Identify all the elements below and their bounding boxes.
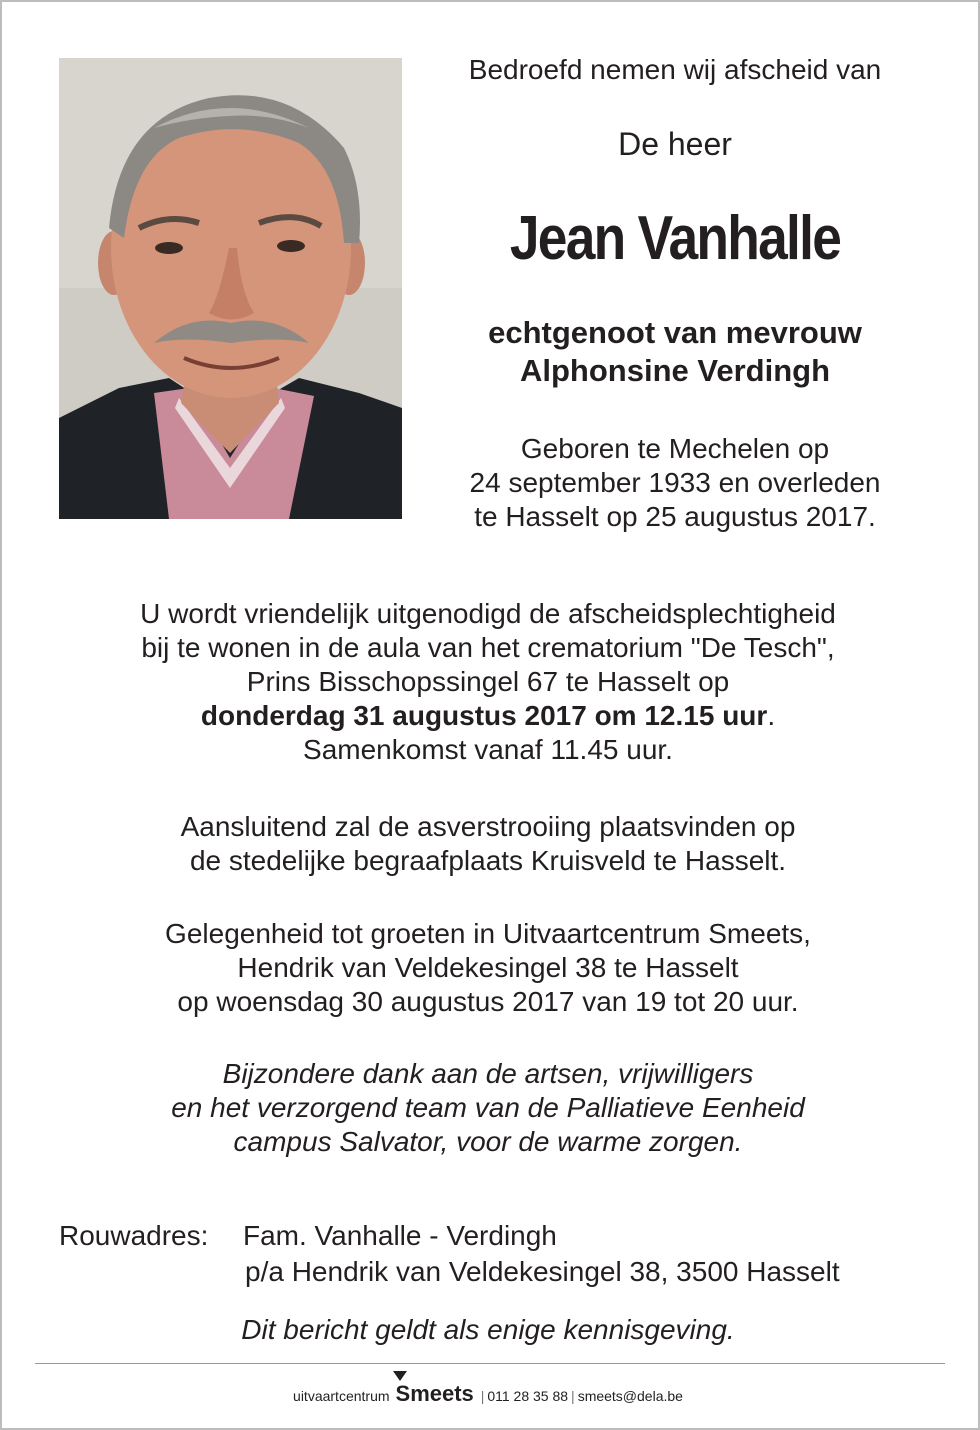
notice-text: Dit bericht geldt als enige kennisgeving. bbox=[241, 1314, 735, 1345]
ceremony-line: U wordt vriendelijk uitgenodigd de afscheidsplechtigheid bbox=[140, 598, 836, 629]
ashes-scattering bbox=[0, 810, 976, 878]
portrait-illustration bbox=[59, 58, 402, 519]
title-text: De heer bbox=[618, 126, 732, 162]
thanks-line: campus Salvator, voor de warme zorgen. bbox=[233, 1126, 743, 1157]
ceremony-line: bij te wonen in de aula van het crematorium "De Tesch", bbox=[141, 632, 835, 663]
ceremony-date bbox=[0, 699, 976, 733]
ashes-line: de stedelijke begraafplaats Kruisveld te Hasselt. bbox=[189, 845, 787, 876]
address-line: p/a Hendrik van Veldekesingel 38, 3500 Hasselt bbox=[245, 1256, 840, 1287]
ceremony-date-suffix: . bbox=[767, 700, 776, 731]
intro-text: Bedroefd nemen wij afscheid van bbox=[468, 54, 882, 85]
thanks-line: Bijzondere dank aan de artsen, vrijwilligers bbox=[222, 1058, 754, 1089]
footer-prefix: uitvaartcentrum bbox=[293, 1388, 390, 1404]
portrait-photo bbox=[59, 58, 402, 519]
dates-block bbox=[420, 432, 930, 534]
ceremony-line: Samenkomst vanaf 11.45 uur. bbox=[303, 734, 673, 765]
footer bbox=[0, 1381, 976, 1409]
footer-phone: 011 28 35 88 bbox=[487, 1388, 569, 1404]
mourning-address bbox=[59, 1218, 840, 1290]
ceremony-line: Prins Bisschopssingel 67 te Hasselt op bbox=[246, 666, 730, 697]
footer-separator: | bbox=[480, 1388, 485, 1404]
footer-email[interactable]: smeets@dela.be bbox=[577, 1388, 683, 1404]
footer-brand: Smeets bbox=[395, 1381, 474, 1406]
divider-marker-icon bbox=[393, 1371, 407, 1381]
thanks-line: en het verzorgend team van de Palliatieve Eenheid bbox=[171, 1092, 805, 1123]
address-line: Fam. Vanhalle - Verdingh bbox=[243, 1220, 557, 1251]
thanks-note bbox=[0, 1057, 976, 1159]
address-label: Rouwadres: bbox=[59, 1220, 209, 1251]
footer-separator: | bbox=[571, 1388, 575, 1404]
ashes-line: Aansluitend zal de asverstrooiing plaatsvinden op bbox=[180, 811, 796, 842]
visitation-line: op woensdag 30 augustus 2017 van 19 tot 20 uur. bbox=[177, 986, 799, 1017]
dates-line: te Hasselt op 25 augustus 2017. bbox=[474, 501, 876, 532]
ceremony-invitation bbox=[0, 597, 976, 767]
visitation-line: Gelegenheid tot groeten in Uitvaartcentrum Smeets, bbox=[165, 918, 811, 949]
spouse-block bbox=[420, 314, 930, 390]
footer-divider bbox=[35, 1363, 945, 1364]
visitation-info bbox=[0, 917, 976, 1019]
ceremony-date-bold: donderdag 31 augustus 2017 om 12.15 uur bbox=[200, 700, 768, 731]
dates-line: 24 september 1933 en overleden bbox=[469, 467, 881, 498]
visitation-line: Hendrik van Veldekesingel 38 te Hasselt bbox=[237, 952, 739, 983]
spouse-name: Alphonsine Verdingh bbox=[519, 353, 830, 388]
dates-line: Geboren te Mechelen op bbox=[520, 433, 830, 464]
spouse-line: echtgenoot van mevrouw bbox=[488, 315, 862, 350]
deceased-name: Jean Vanhalle bbox=[509, 204, 841, 273]
